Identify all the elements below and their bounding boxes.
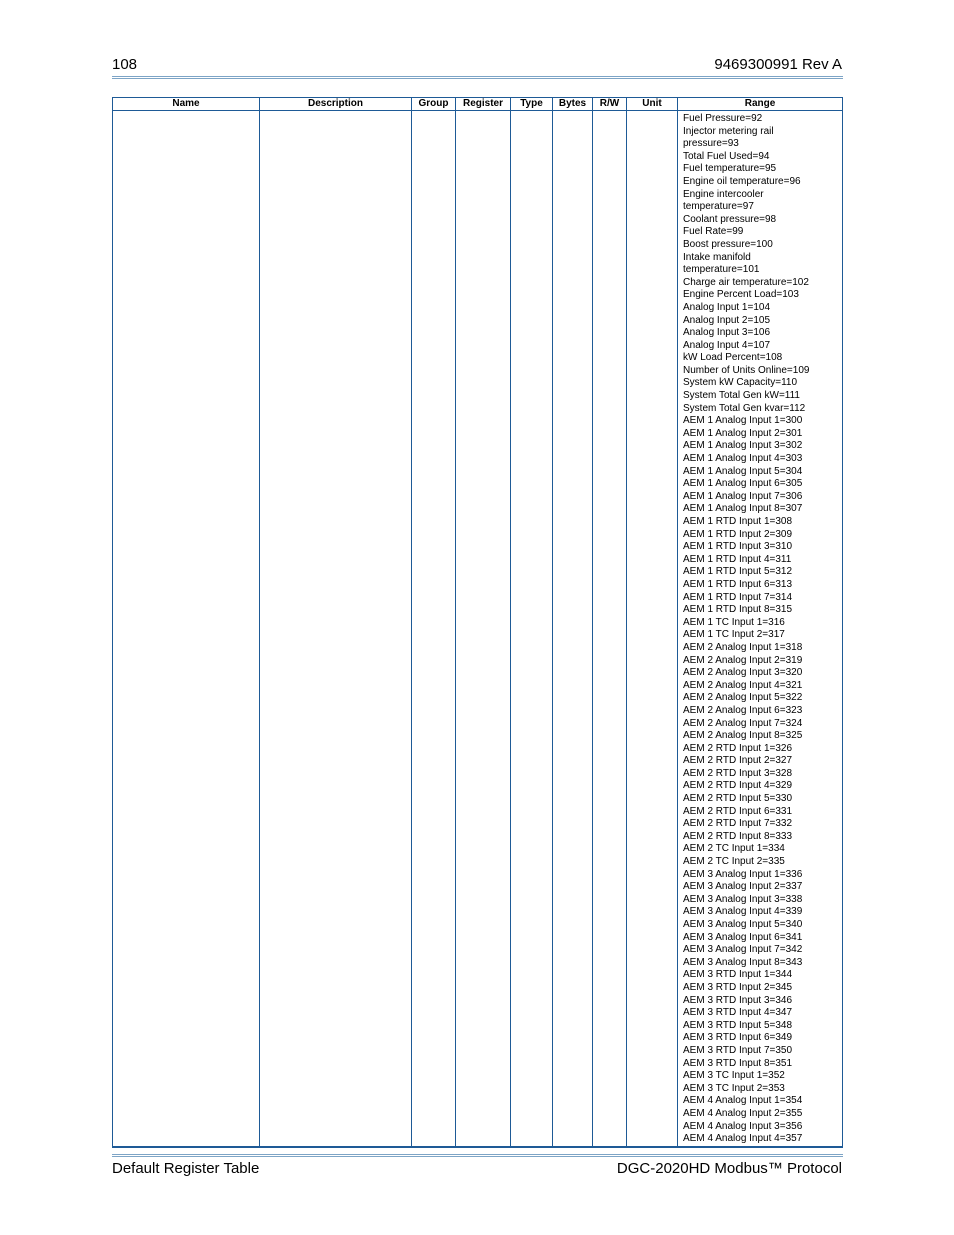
column-header-name: Name [113,98,260,111]
range-entry: AEM 3 RTD Input 1=344 [683,969,793,981]
range-entry: AEM 1 TC Input 2=317 [683,629,785,641]
cell-unit [627,111,678,1147]
range-entry: AEM 3 Analog Input 8=343 [683,956,803,968]
column-header-register: Register [456,98,511,111]
range-entry: AEM 4 Analog Input 2=355 [683,1107,803,1119]
column-header-group: Group [412,98,456,111]
range-entry: AEM 2 RTD Input 4=329 [683,780,793,792]
range-entry: AEM 2 Analog Input 7=324 [683,717,803,729]
range-entry: AEM 1 RTD Input 3=310 [683,541,793,553]
range-entry: Engine oil temperature=96 [683,175,801,187]
range-entry: AEM 2 RTD Input 7=332 [683,818,793,830]
range-entry: AEM 3 Analog Input 3=338 [683,893,803,905]
range-entry: AEM 1 RTD Input 1=308 [683,516,793,527]
cell-range [678,111,843,1147]
range-entry: AEM 1 RTD Input 8=315 [683,604,793,616]
range-entry: AEM 1 RTD Input 2=309 [683,528,793,540]
range-entry: AEM 2 RTD Input 2=327 [683,755,793,767]
range-entry: AEM 1 TC Input 1=316 [683,616,785,628]
range-entry: Fuel temperature=95 [683,163,777,175]
range-entry: temperature=97 [683,201,754,213]
range-entry: AEM 2 RTD Input 8=333 [683,830,793,842]
range-entry: AEM 1 RTD Input 5=312 [683,566,793,578]
range-entry: AEM 3 Analog Input 4=339 [683,906,803,918]
range-entry: System Total Gen kW=111 [683,390,800,402]
cell-bytes [553,111,593,1147]
range-entry: System kW Capacity=110 [683,377,798,389]
range-entry: kW Load Percent=108 [683,352,783,364]
range-entry: AEM 2 Analog Input 1=318 [683,641,803,653]
range-entry: AEM 2 RTD Input 6=331 [683,805,793,817]
column-header-rw: R/W [593,98,627,111]
footer-rule [112,1154,843,1157]
column-header-unit: Unit [627,98,678,111]
range-entry: Coolant pressure=98 [683,213,777,225]
table-header-row [113,98,843,111]
range-entry: AEM 3 TC Input 2=353 [683,1082,785,1094]
range-entry: AEM 3 RTD Input 2=345 [683,981,793,993]
range-entry: AEM 3 Analog Input 7=342 [683,944,803,956]
range-entry: AEM 2 Analog Input 6=323 [683,704,803,716]
range-entry: AEM 2 RTD Input 1=326 [683,742,793,754]
range-entry: Intake manifold [683,251,751,263]
column-header-range: Range [678,98,843,111]
range-entry: AEM 3 Analog Input 5=340 [683,919,803,930]
range-entry: AEM 3 RTD Input 8=351 [683,1057,793,1069]
range-entry: AEM 3 RTD Input 6=349 [683,1032,793,1044]
range-entry: AEM 1 Analog Input 6=305 [683,478,803,490]
range-entry: AEM 2 RTD Input 3=328 [683,767,793,779]
footer-section-title: Default Register Table [112,1160,260,1177]
cell-description [260,111,412,1147]
range-entry: Engine intercooler [683,188,764,200]
range-entry: Injector metering rail [683,125,774,137]
range-entry: AEM 2 Analog Input 2=319 [683,654,803,666]
range-entry: AEM 3 Analog Input 2=337 [683,881,803,893]
range-entry: Fuel Pressure=92 [683,113,763,124]
page-number: 108 [112,56,138,73]
footer-manual-title: DGC-2020HD Modbus™ Protocol [616,1160,842,1177]
range-entry: Analog Input 4=107 [683,339,771,351]
range-entry: Analog Input 1=104 [683,301,771,313]
header-rule [112,76,843,79]
table-row [113,111,843,1147]
range-entry: Analog Input 2=105 [683,314,771,326]
range-entry: AEM 2 Analog Input 3=320 [683,667,803,679]
range-entry: AEM 2 TC Input 1=334 [683,843,785,855]
cell-group [412,111,456,1147]
range-entry: AEM 3 RTD Input 7=350 [683,1044,793,1056]
range-entry: AEM 3 Analog Input 1=336 [683,868,803,880]
range-entry: AEM 1 RTD Input 6=313 [683,578,793,590]
range-entry: Analog Input 3=106 [683,327,771,339]
range-entry: AEM 1 Analog Input 1=300 [683,415,803,427]
range-entry: AEM 2 Analog Input 5=322 [683,692,803,704]
range-entry: AEM 2 TC Input 2=335 [683,856,785,868]
cell-name [113,111,260,1147]
range-entry: AEM 2 Analog Input 4=321 [683,679,803,691]
range-entry: Charge air temperature=102 [683,276,809,288]
range-entry: temperature=101 [683,264,760,276]
range-entry: AEM 1 Analog Input 7=306 [683,490,803,502]
column-header-type: Type [511,98,553,111]
cell-register [456,111,511,1147]
range-entry: AEM 3 RTD Input 5=348 [683,1019,793,1031]
range-entry: AEM 1 Analog Input 3=302 [683,440,803,452]
register-table [112,97,843,1148]
range-entry: Boost pressure=100 [683,238,773,250]
range-entry: AEM 1 Analog Input 2=301 [683,427,803,439]
range-entry: AEM 2 RTD Input 5=330 [683,793,793,805]
range-entry: AEM 4 Analog Input 3=356 [683,1120,803,1132]
range-entry: System Total Gen kvar=112 [683,402,806,414]
range-entry: AEM 4 Analog Input 1=354 [683,1095,803,1107]
range-entry: AEM 4 Analog Input 4=357 [683,1133,803,1145]
range-entry: AEM 3 RTD Input 4=347 [683,1007,793,1019]
range-entry: AEM 1 Analog Input 4=303 [683,453,803,465]
range-entry: Fuel Rate=99 [683,226,744,238]
range-entry: AEM 2 Analog Input 8=325 [683,730,803,742]
column-header-bytes: Bytes [553,98,593,111]
range-entry: Number of Units Online=109 [683,364,810,376]
range-entry: pressure=93 [683,138,739,150]
range-entry: Total Fuel Used=94 [683,150,770,162]
range-entry: AEM 1 Analog Input 8=307 [683,503,803,515]
range-entry: AEM 1 Analog Input 5=304 [683,465,803,477]
range-entry: AEM 1 RTD Input 7=314 [683,591,793,603]
cell-type [511,111,553,1147]
column-header-description: Description [260,98,412,111]
cell-rw [593,111,627,1147]
range-entry: Engine Percent Load=103 [683,289,799,301]
range-entry: AEM 3 RTD Input 3=346 [683,994,793,1006]
range-entry: AEM 3 TC Input 1=352 [683,1070,785,1082]
range-entry: AEM 3 Analog Input 6=341 [683,931,803,943]
range-entry: AEM 1 RTD Input 4=311 [683,553,792,565]
document-number: 9469300991 Rev A [714,56,842,73]
range-list [678,111,842,1146]
